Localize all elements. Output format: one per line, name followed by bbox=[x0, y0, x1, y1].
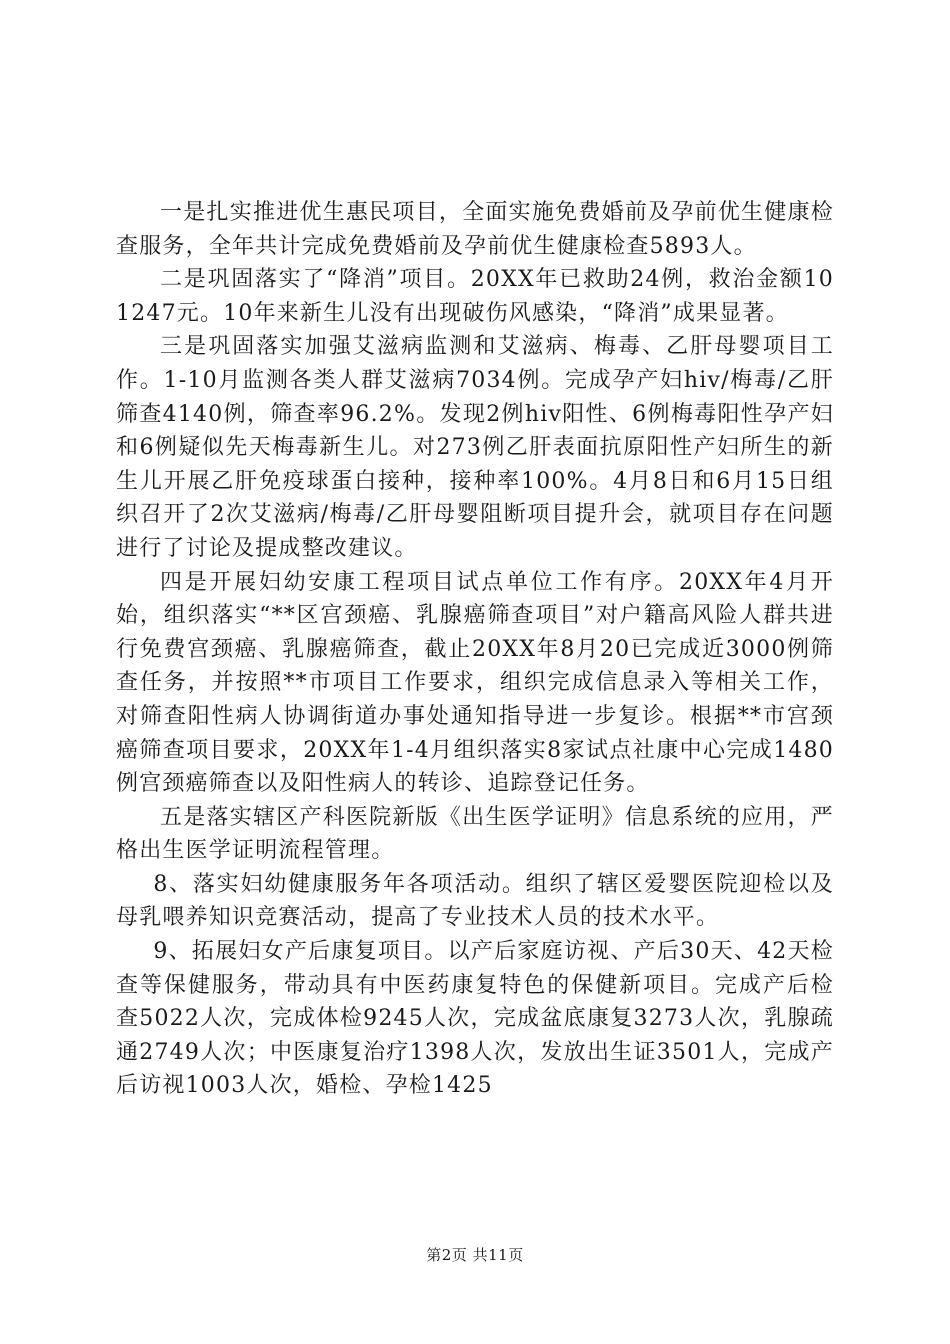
paragraph-item-8-health-activities: 8、落实妇幼健康服务年各项活动。组织了辖区爱婴医院迎检以及母乳喂养知识竞赛活动，提高了专业技术人员的技术水平。 bbox=[116, 871, 834, 931]
paragraph-hiv-syphilis-hepb-project: 三是巩固落实加强艾滋病监测和艾滋病、梅毒、乙肝母婴项目工作。1-10月监测各类人群艾滋病7034例。完成孕产妇hiv/梅毒/乙肝筛查4140例，筛查率96.2%。发现2例hiv阳性、6例梅毒阳性孕产妇和6例疑似先天梅毒新生儿。对273例乙肝表面抗原阳性产妇所生的新生儿开展乙肝免疫球蛋白接种，接种率100%。4月8日和6月15日组织召开了2次艾滋病/梅毒/乙肝母婴阻断项目提升会，就项目存在问题进行了讨论及提成整改建议。 bbox=[116, 334, 834, 561]
page-footer: 第2页 共11页 bbox=[426, 1246, 524, 1264]
paragraph-birth-certificate-system: 五是落实辖区产科医院新版《出生医学证明》信息系统的应用，严格出生医学证明流程管理。 bbox=[116, 804, 834, 864]
paragraph-eugenics-project: 一是扎实推进优生惠民项目，全面实施免费婚前及孕前优生健康检查服务，全年共计完成免费婚前及孕前优生健康检查5893人。 bbox=[116, 200, 834, 259]
paragraph-item-9-postpartum-rehab: 9、拓展妇女产后康复项目。以产后家庭访视、产后30天、42天检查等保健服务，带动具有中医药康复特色的保健新项目。完成产后检查5022人次，完成体检9245人次，完成盆底康复3273人次，乳腺疏通2749人次；中医康复治疗1398人次，发放出生证3501人，完成产后访视1003人次，婚检、孕检1425 bbox=[116, 939, 834, 1099]
document-body bbox=[116, 196, 834, 1103]
paragraph-cancer-screening-project: 四是开展妇幼安康工程项目试点单位工作有序。20XX年4月开始，组织落实“**区宫颈癌、乳腺癌筛查项目”对户籍高风险人群共进行免费宫颈癌、乳腺癌筛查，截止20XX年8月20已完成近3000例筛查任务，并按照**市项目工作要求，组织完成信息录入等相关工作，对筛查阳性病人协调街道办事处通知指导进一步复诊。根据**市宫颈癌筛查项目要求，20XX年1-4月组织落实8家试点社康中心完成1480例宫颈癌筛查以及阳性病人的转诊、追踪登记任务。 bbox=[116, 569, 834, 797]
paragraph-jiangxiao-project: 二是巩固落实了“降消”项目。20XX年已救助24例，救治金额101247元。10年来新生儿没有出现破伤风感染，“降消”成果显著。 bbox=[116, 267, 834, 326]
